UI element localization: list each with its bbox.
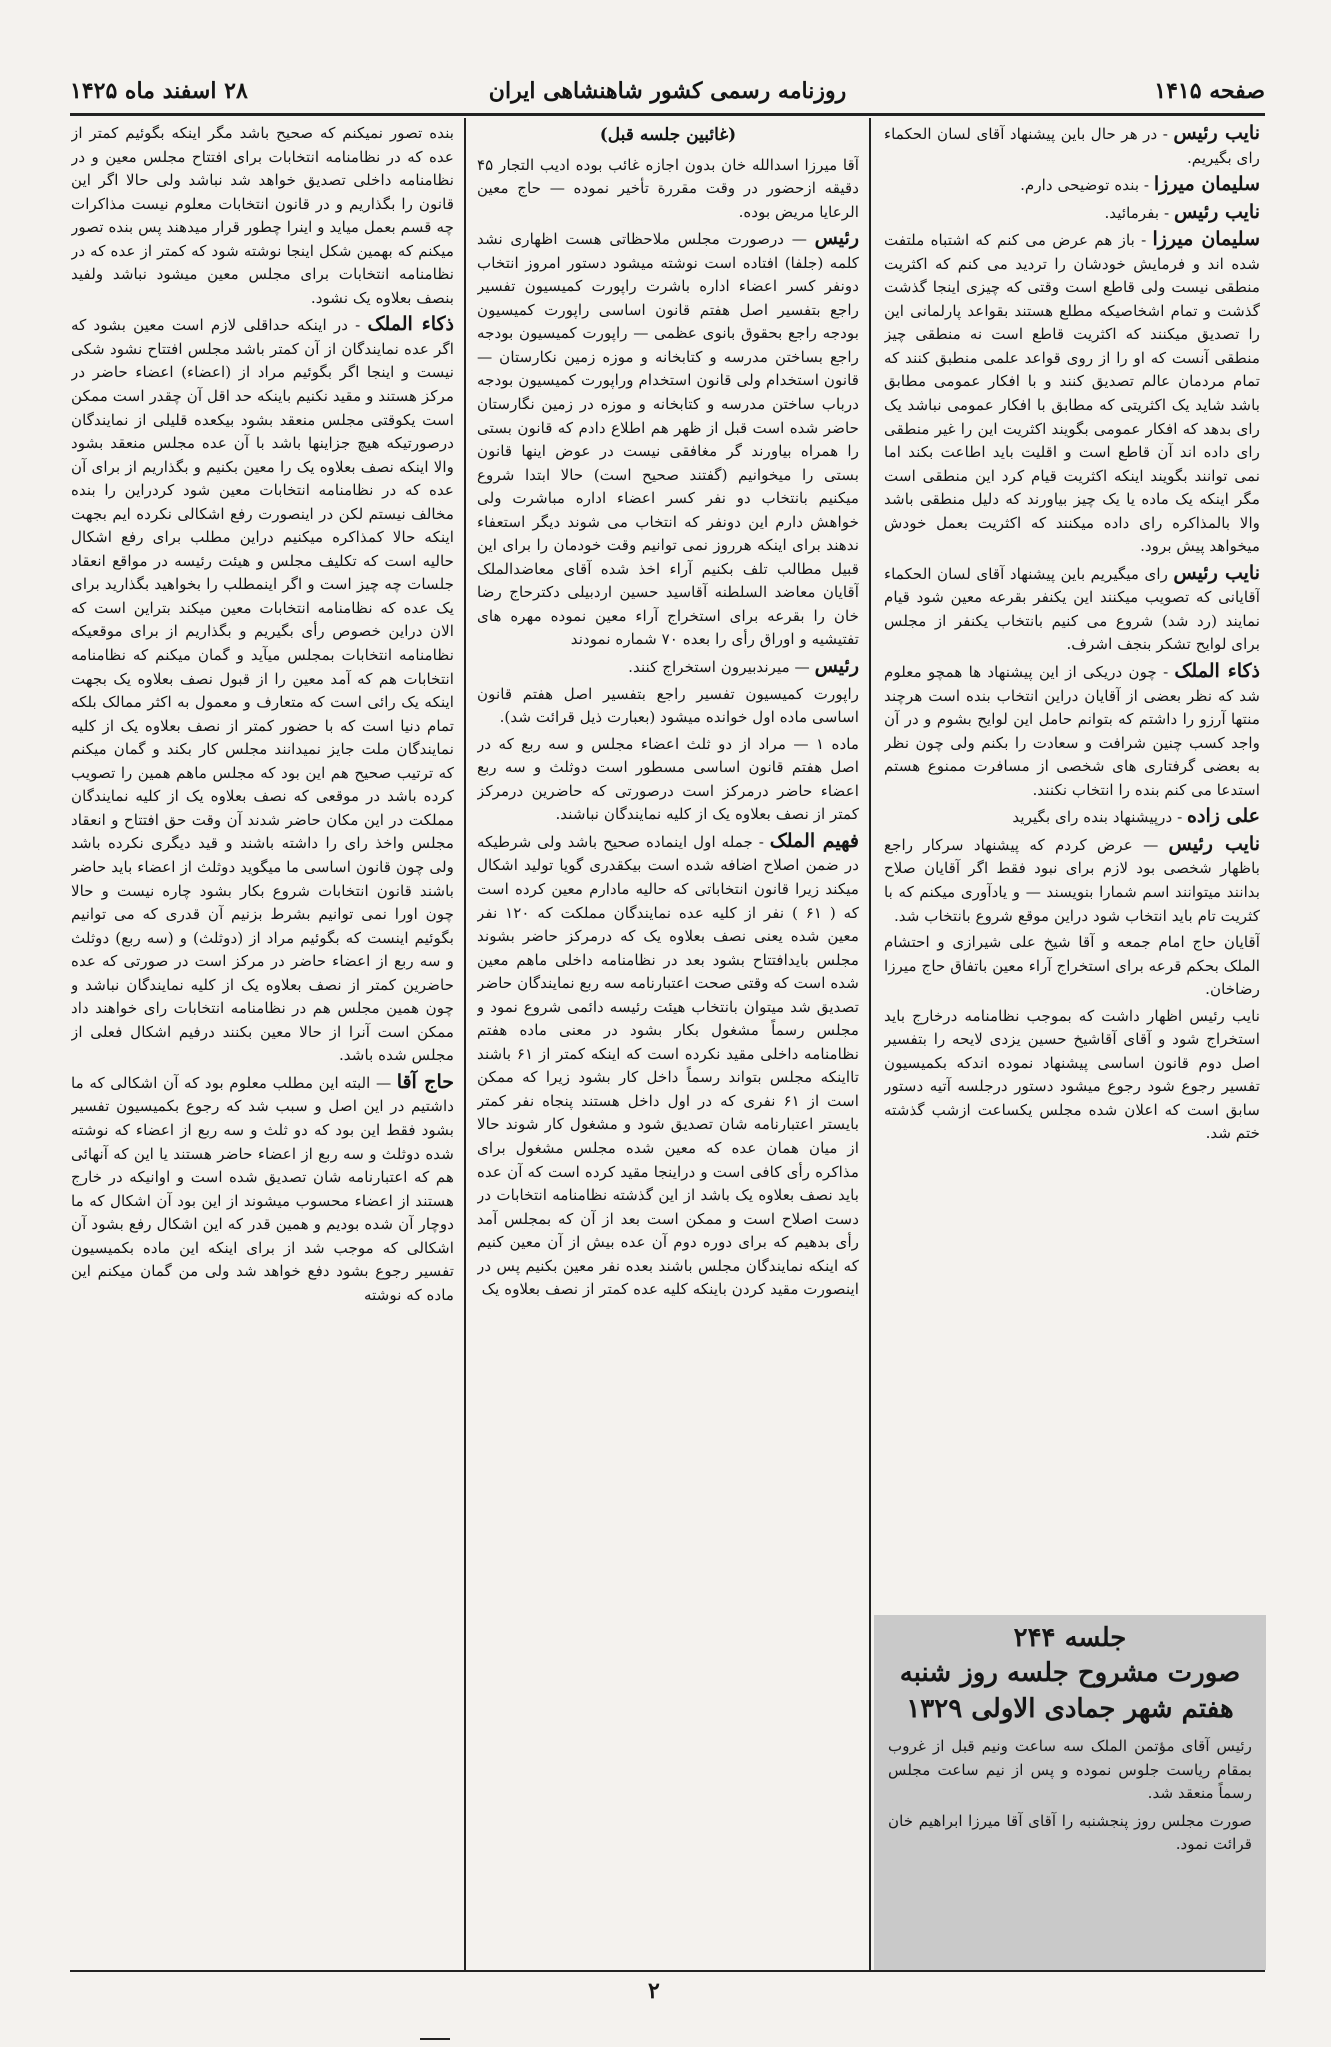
paragraph-text: آقایان حاج امام جمعه و آقا شیخ علی شیرازی و احتشام الملک بحکم قرعه برای استخراج آراء معین باتفاق حاج میرزا رضاخان.: [884, 933, 1260, 999]
paragraph: [884, 562, 1260, 657]
column-divider-right: [869, 118, 871, 1970]
column-left: [71, 122, 454, 1962]
paragraph: [884, 833, 1260, 928]
speaker-name: رئیس: [814, 227, 859, 250]
page-label: صفحه ۱۴۱۵: [1154, 78, 1265, 104]
paragraph: [477, 655, 859, 680]
paragraph-text: نایب رئیس اظهار داشت که بموجب نظامنامه درخارج باید استخراج شود و آقای آقاشیخ حسین یزدی لایحه را بتفسیر اصل دوم قانون اساسی پیشنهاد نموده اندکه بکمیسیون تفسیر رجوع شود رجوع میشود دستور درجلسه آتیه دستور سابق است که اعلان شده مجلس یکساعت ازشب گذشته ختم شد.: [884, 1006, 1260, 1143]
paragraph-text: — عرض کردم که پیشنهاد سرکار راجع باظهار شخصی بود لازم برای نبود فقط اگر آقایان صلاح بدانند میتوانند اسم شمارا بنویسند — و یادآوری میکنم که با کثریت تام باید انتخاب شود دراین موقع شروع بانتخاب شد.: [884, 835, 1260, 925]
speaker-name: سلیمان میرزا: [1152, 228, 1260, 251]
paragraph-text: — البته این مطلب معلوم بود که آن اشکالی که ما داشتیم در این اصل و سبب شد که رجوع بکمیسیون تفسیر بشود فقط این بود که دو ثلث و سه ربع از اعضاء که نوشته شده دوثلث و سه ربع از اعضاء حاضر هستند یا این که آنهائی هم که اعتبارنامه شان تصدیق شده است و اوانیکه در خارج هستند از اعضاء محسوب میشوند از این بود آن اشکال که ما دوچار آن شده بودیم و همین قدر که این اشکال رفع بشود آن اشکالی که موجب شد از برای اینکه این ماده بکمیسیون تفسیر رجوع بشود دفع خواهد شد ولی من گمان میکنم این ماده که نوشته: [71, 1073, 454, 1304]
paragraph-text: رای میگیریم باین پیشنهاد آقای لسان الحکماء آقایانی که تصویب میکنند این یکنفر بقرعه معین شود قیام نمایند (رد شد) شروع می کنیم بانتخاب یکنفر از مجلس برای لوایح تشکر بنجف اشرف.: [884, 564, 1260, 654]
session-title: جلسه ۲۴۴: [1013, 1623, 1127, 1653]
paragraph: [71, 1071, 454, 1307]
paragraph-text: - جمله اول اینماده صحیح باشد ولی شرطیکه در ضمن اصلاح اضافه شده است بیکقدری گویا تولید اشکال میکند زیرا قانون انتخاباتی که حالیه مادارم معین کرده است که ( ۶۱ ) نفر از کلیه عده نمایندگان مملکت که ۱۲۰ نفر معین شده یعنی نصف بعلاوه یک که درمرکز حاضر بشوند مجلس بایدافتتاح بشود بعد در نظامنامه داخلی ماهم معین شده است که وقتی صحت اعتبارنامه سه ربع نمایندگان حاضر تصدیق شد میتوان بانتخاب هیئت رئیسه دائمی شروع نمود و مجلس رسماً مشغول بکار بشود در معنی ماده هفتم نظامنامه داخلی مقید نکرده است که اینکه کمتر از ۶۱ باشند تااینکه مجلس بتواند رسماً داخل کار بشود زیرا که ممکن است از ۶۱ نفری که در اول داخل هستند پنجاه نفر کمتر بایستر اعتبارنامه شان تصدیق شود و مشغول کار شوند حالا از میان همان عده که معین شده مجلس مشغول برای مذاکره رأی کافی است و دراینجا مقید کرده است که آن عده باید نصف بعلاوه یک باشد از این گذشته نظامنامه انتخابات در دست اصلاح است و ممکن است بعد از آن که بمجلس آمد رأی بدهیم که برای دوره دوم آن عده بیش از آن معین کنیم که اینکه نمایندگان مجلس باشند بعده نفر معین بکنیم پس در اینصورت مقید کردن باینکه کلیه عده کمتر از نصف بعلاوه یک: [477, 832, 859, 1299]
paragraph-text: بنده تصور نمیکنم که صحیح باشد مگر اینکه بگوئیم کمتر از عده که در نظامنامه انتخابات برای افتتاح مجلس معین و در نظامنامه داخلی تصدیق خواهد شد نباشد ولی حالا اگر این قانون را بگذاریم و در قانون انتخابات معلوم نیست مذاکرات چه قسم بعمل میاید و اینرا چطور قرار میدهند پس بنده تصور میکنم که بهمین شکل اینجا نوشته شود که کمتر از عده که در نظامنامه انتخابات برای مجلس معین میشود نباشد ولفید بنصف بعلاوه یک نشود.: [71, 124, 454, 307]
paragraph-text: - باز هم عرض می کنم که اشتباه ملتفت شده اند و فرمایش خودشان را تردید می کنم که اکثریت منطقی نیست ولی قاطع است وقتی که چیزی اینجا گذشت گذشت و تمام اشخاصیکه مطلع هستند بقواعد پارلمانی این را تصدیق میکنند که اکثریت قاطع است نه منطقی چیز منطقی آنست که او را از روی قواعد علمی منطبق کنند که تمام مردمان عالم تصدیق کنند و با افکار عمومی مطابق باشد شاید یک اکثریتی که مطابق با افکار عمومی نباشد یک رای بدهد که افکار عمومی بگویند اکثریت این را غیر منطقی رای داده اند آن قاطع است و اقلیت باید اطاعت بکند اما نمی توانند بگویند اینکه اکثریت قیام کرد این منطقی است مگر اینکه یک ماده یا یک چیز بیاورند که دلیل منطقی باشد والا بالمذاکره رای داده میکنند که اکثریت بعمل خودش میخواهد پیش برود.: [884, 231, 1260, 556]
column-divider-left: [464, 118, 466, 1970]
paragraph-text: آقا میرزا اسدالله خان بدون اجازه غائب بوده ادیب التجار ۴۵ دقیقه ازحضور در وقت مقررة تأخیر نموده — حاج معین الرعایا مریض بوده.: [477, 155, 859, 221]
session-paragraph: صورت مجلس روز پنجشنبه را آقای آقا میرزا ابراهیم خان قرائت نمود.: [888, 1811, 1252, 1854]
footer-rule: [70, 1970, 1265, 1972]
session-subtitle: صورت مشروح جلسه روز شنبه: [899, 1658, 1241, 1688]
speaker-name: فهیم الملک: [769, 829, 859, 852]
paragraph-text: — درصورت مجلس ملاحظاتی هست اظهاری نشد کلمه (جلفا) افتاده است نوشته میشود دستور امروز انتخاب دونفر کسر اعضاء اداره باشرت راپورت کمیسیون تفسیر راجع بتفسیر اصل هفتم قانون اساسی راپورت کمیسیون بودجه راجع بحقوق بانوی عظمی — راپورت کمیسیون بودجه راجع بساختن مدرسه و کتابخانه و موزه زمین نکارستان — قانون استخدام ولی قانون استخدام وراپورت کمیسیون بودجه درباب ساختن مدرسه و کتابخانه و موزه در زمین نگارستان حاضر شده است قبل از ظهر هم اطلاع دادم که قانون بستی را همراه بیاورند گر مغافقی نیست در عوض اینها قانون بستی را میخوانیم (گفتند صحیح است) حالا ابتدا شروع میکنیم بانتخاب دو نفر کسر اعضاء اداره مباشرت ولی خواهش دارم این دونفر که انتخاب می شوند دیگر استعفاء ندهند برای اینکه هرروز نمی توانیم وقت خودمان را برای این قبیل مطالب تلف بکنیم آراء اخذ شده آقای معاضدالملک آقایان معاضد السلطنه آقاسید حسین اردبیلی دکترحاج رضا خان را بقرعه برای استخراج آراء معین نموده مهره های تفتیشیه و اوراق رأی را بعده ۷۰ شماره نمودند: [477, 230, 859, 649]
paragraph: [884, 805, 1260, 830]
speaker-name: ذکاء الملک: [1174, 660, 1260, 683]
paragraph-text: — میرندبیرون استخراج کنند.: [628, 658, 815, 677]
speaker-name: نایب رئیس: [1173, 122, 1260, 144]
paragraph: [71, 313, 454, 1068]
paragraph: [477, 830, 859, 1302]
speaker-name: نایب رئیس: [1173, 561, 1260, 584]
paragraph: [884, 1005, 1260, 1146]
paragraph-text: (غائبین جلسه قبل): [599, 125, 737, 145]
paragraph: [884, 122, 1260, 170]
speaker-name: علی زاده: [1187, 805, 1260, 828]
paragraph: [477, 733, 859, 827]
paragraph-text: - چون دریکی از این پیشنهاد ها همچو معلوم شد که نظر بعضی از آقایان دراین انتخاب بنده است هرچند منتها آرزو را داشتم که بتوانم حامل این لوایح بشوم و در آن واجد کسب چنین شرافت و سعادت را بکنم ولی چون نظر به بعضی گرفتاری های شخصی از مسافرت ممنوع هستم استدعا می کنم بنده را انتخاب نکنند.: [884, 663, 1260, 799]
speaker-name: سلیمان میرزا: [1153, 173, 1260, 196]
footer-mark: [420, 2038, 450, 2040]
paragraph: [477, 154, 859, 225]
session-paragraph: رئیس آقای مؤتمن الملک سه ساعت ونیم قبل از غروب بمقام ریاست جلوس نموده و پس از نیم ساعت مجلس رسماً منعقد شد.: [888, 1737, 1252, 1803]
speaker-name: نایب رئیس: [1173, 200, 1260, 223]
speaker-name: رئیس: [814, 655, 859, 678]
paragraph-text: - بنده توضیحی دارم.: [1020, 176, 1154, 195]
paragraph-text: راپورت کمیسیون تفسیر راجع بتفسیر اصل هفتم قانون اساسی ماده اول خوانده میشود (بعبارت ذیل قرائت شد).: [477, 684, 859, 727]
session-body: [874, 1727, 1266, 1857]
masthead: [70, 70, 1265, 114]
column-middle: [477, 122, 859, 1962]
speaker-name: نایب رئیس: [1168, 832, 1260, 855]
session-244-box: [874, 1615, 1266, 1970]
header-rule: [70, 113, 1265, 116]
paragraph: [71, 122, 454, 310]
paragraph: [477, 683, 859, 730]
paragraph: [884, 660, 1260, 802]
paragraph: [477, 124, 859, 148]
page-number: ۲: [648, 1978, 660, 2004]
session-date: هفتم شهر جمادی الاولی ۱۳۲۹: [906, 1694, 1234, 1724]
paragraph: [884, 173, 1260, 198]
paragraph-text: - در اینکه حداقلی لازم است معین بشود که اگر عده نمایندگان از آن کمتر باشد مجلس افتتاح نشود شکی نیست و اینجا اگر بگوئیم مراد از (اعضاء) اعضاء حاضر در مرکز هستند و مقید نکنیم باینکه حد اقل آن چقدر است ممکن است یکوقتی مجلس منعقد بشود بیکعده قلیلی از نمایندگان درصورتیکه هیچ جزاینها باشد با آن عده مجلس منعقد بشود والا اینکه نصف بعلاوه یک را معین بکنیم و بگذاریم از برای آن عده که در نظامنامه انتخابات معین شود کردراین را بنده مخالف نیستم لکن در اینصورت رفع اشکالی نکرده ایم بجهت اینکه حالا کمذاکره میکنیم دراین مطلب برای رفع اشکال حالیه است که تکلیف مجلس و هیئت رئیسه در مواقع انعقاد جلسات چه چیز است و اگر اینمطلب را بخواهید بگذارید برای یک عده که نظامنامه انتخابات معین میکند بتراین است که الان دراین خصوص رأی بگیریم و بگذاریم از برای موقعیکه نظامنامه انتخابات بمجلس میآید و گمان میکنم که نظامنامه انتخابات هم که آمد معین را از قبول نصف بعلاوه یک بجهت اینکه یک رائی است که متعارف و معمول به اکثر ممالک بلکه تمام دنیا است که با حضور کمتر از نصف بعلاوه یک از کلیه نمایندگان ملت جایز نمیدانند مجلس کار بکند و گمان میکنم که ترتیب صحیح هم این بود که مجلس ماهم همین را تصویب کرده باشد در موقعی که نصف بعلاوه یک از کلیه نمایندگان مملکت در این مکان حاضر شدند آن وقت حق افتتاح و انعقاد مجلس واخذ رای را داشته باشند و قید دیگری نکرده باشد ولی چون قانون اساسی ما میگوید دوثلث از اعضاء باید حاضر باشند قانون انتخابات شروع بکار بشود چاره نیست و حالا چون اورا نمی توانیم بشرط بزنیم آن قدری که می توانیم بگوئیم اینست که بگوئیم مراد از (دوثلث) و (سه ربع) دوثلث و سه ربع از اعضاء حاضر در مرکز است در صورتی که عده حاضرین کمتر از نصف بعلاوه یک از کلیه نمایندگان نباشد و چون همین مجلس هم در نظامنامه انتخابات رای خواهند داد ممکن است آنرا از حالا معین بکنند درفیم اشکال فعلی از مجلس شده باشد.: [71, 316, 454, 1065]
paragraph: [884, 228, 1260, 559]
speaker-name: ذکاء الملک: [367, 313, 454, 336]
paragraph: [884, 931, 1260, 1002]
paragraph-text: ماده ۱ — مراد از دو ثلث اعضاء مجلس و سه ربع که در اصل هفتم قانون اساسی مسطور است دوثلث و سه ربع اعضاء حاضر درمرکز است درصورتی که حاضرین درمرکز کمتر از نصف بعلاوه یک از کلیه نمایندگان نباشند.: [477, 734, 859, 824]
paragraph-text: - در هر حال باین پیشنهاد آقای لسان الحکماء رای بگیریم.: [884, 125, 1260, 167]
paragraph: [477, 227, 859, 652]
issue-date: ۲۸ اسفند ماه ۱۴۲۵: [70, 78, 248, 104]
paragraph: [884, 201, 1260, 226]
paragraph-text: - بفرمائید.: [1104, 203, 1174, 222]
newspaper-title: روزنامه رسمی کشور شاهنشاهی ایران: [488, 78, 847, 104]
paragraph-text: - درپیشنهاد بنده رای بگیرید: [1012, 808, 1188, 827]
speaker-name: حاج آقا: [396, 1070, 454, 1093]
